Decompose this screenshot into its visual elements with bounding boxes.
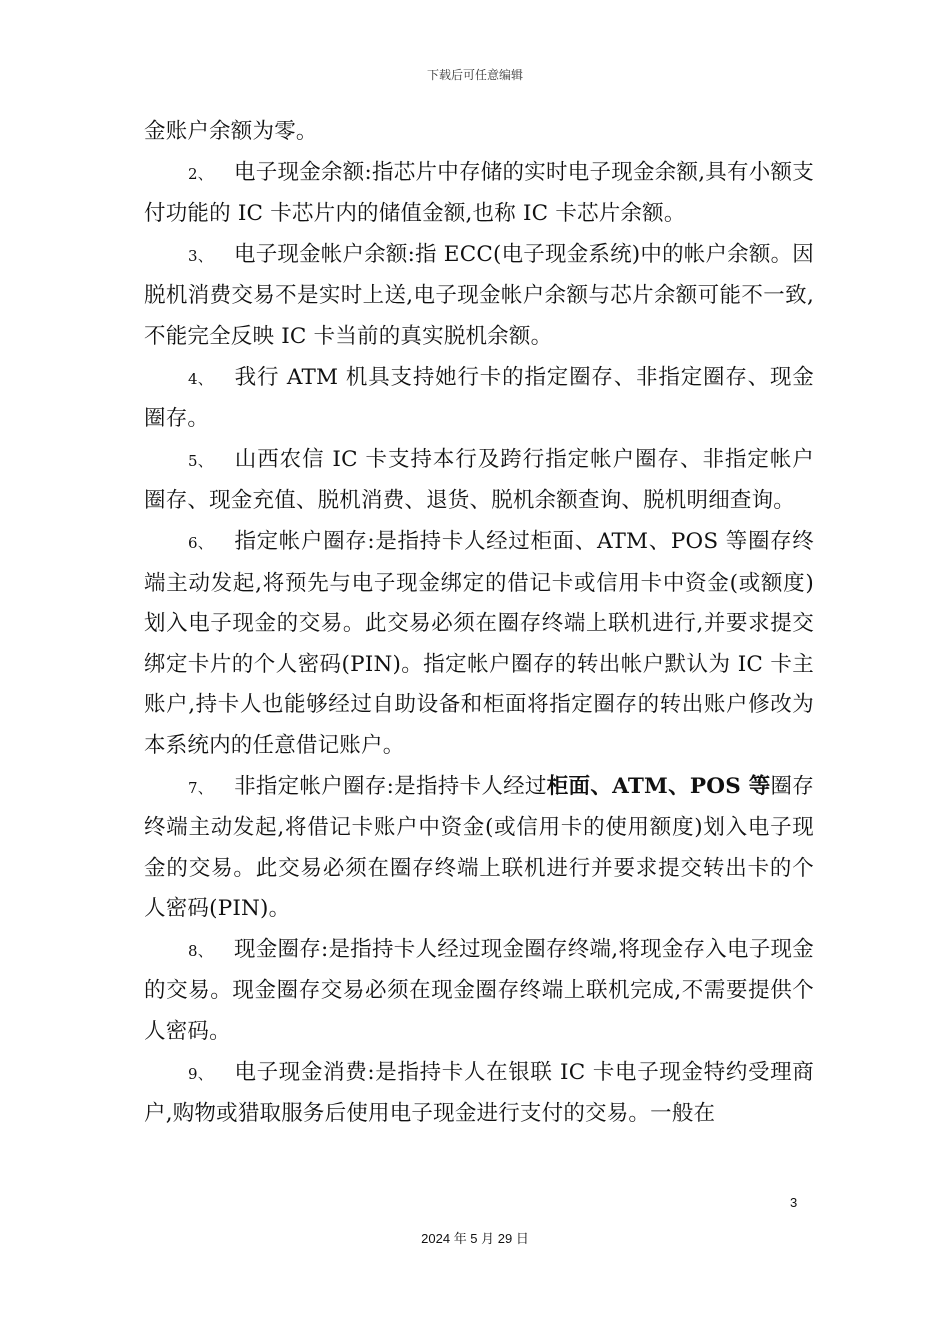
item-text: 我行 ATM 机具支持她行卡的指定圈存、非指定圈存、现金圈存。 — [144, 364, 814, 432]
footer-date: 2024 年 5 月 29 日 — [421, 1231, 529, 1246]
item-number: 4、 — [188, 369, 213, 388]
item-text: 指定帐户圈存:是指持卡人经过柜面、ATM、POS 等圈存终端主动发起,将预先与电子现金绑定的借记卡或信用卡中资金(或额度)划入电子现金的交易。此交易必须在圈存终端上联机进行,并要求提交绑定卡片的个人密码(PIN)。指定帐户圈存的转出帐户默认为 IC 卡主账户,持卡人也能够经过自助设备和柜面将指定圈存的转出账户修改为本系统内的任意借记账户。 — [144, 528, 814, 758]
list-item-2 — [144, 153, 814, 235]
item-number: 2、 — [188, 164, 213, 183]
list-item-7 — [144, 767, 814, 930]
list-item-5 — [144, 440, 814, 522]
list-item-8 — [144, 930, 814, 1053]
item-number: 7、 — [188, 778, 213, 797]
list-item-4 — [144, 358, 814, 440]
item-number: 5、 — [188, 451, 213, 470]
item-number: 3、 — [188, 246, 213, 265]
list-item-9 — [144, 1053, 814, 1135]
item-text: 电子现金余额:指芯片中存储的实时电子现金余额,具有小额支付功能的 IC 卡芯片内的储值金额,也称 IC 卡芯片余额。 — [144, 159, 814, 227]
item-text: 现金圈存:是指持卡人经过现金圈存终端,将现金存入电子现金的交易。现金圈存交易必须在现金圈存终端上联机完成,不需要提供个人密码。 — [144, 936, 814, 1045]
item-text-pre: 非指定帐户圈存:是指持卡人经过 — [234, 773, 547, 799]
item-number: 9、 — [188, 1064, 213, 1083]
item-text: 山西农信 IC 卡支持本行及跨行指定帐户圈存、非指定帐户圈存、现金充值、脱机消费、退货、脱机余额查询、脱机明细查询。 — [144, 446, 814, 514]
list-item-3 — [144, 235, 814, 358]
item-text-post: 圈存终端主动发起,将借记卡账户中资金(或信用卡的使用额度)划入电子现金的交易。此交易必须在圈存终端上联机进行并要求提交转出卡的个人密码(PIN)。 — [144, 773, 814, 922]
page-number: 3 — [790, 1195, 798, 1210]
item-text: 电子现金帐户余额:指 ECC(电子现金系统)中的帐户余额。因脱机消费交易不是实时上送,电子现金帐户余额与芯片余额可能不一致,不能完全反映 IC 卡当前的真实脱机余额。 — [144, 241, 814, 349]
item-number: 6、 — [188, 533, 213, 552]
item-text: 电子现金消费:是指持卡人在银联 IC 卡电子现金特约受理商户,购物或猎取服务后使用电子现金进行支付的交易。一般在 — [144, 1059, 814, 1127]
document-body — [144, 112, 814, 1135]
item-number: 8、 — [188, 941, 213, 960]
page-header: 下载后可任意编辑 — [426, 68, 523, 82]
paragraph-continuation: 金账户余额为零。 — [144, 119, 318, 144]
list-item-6 — [144, 522, 814, 767]
item-text-bold: 柜面、ATM、POS 等 — [546, 773, 771, 799]
